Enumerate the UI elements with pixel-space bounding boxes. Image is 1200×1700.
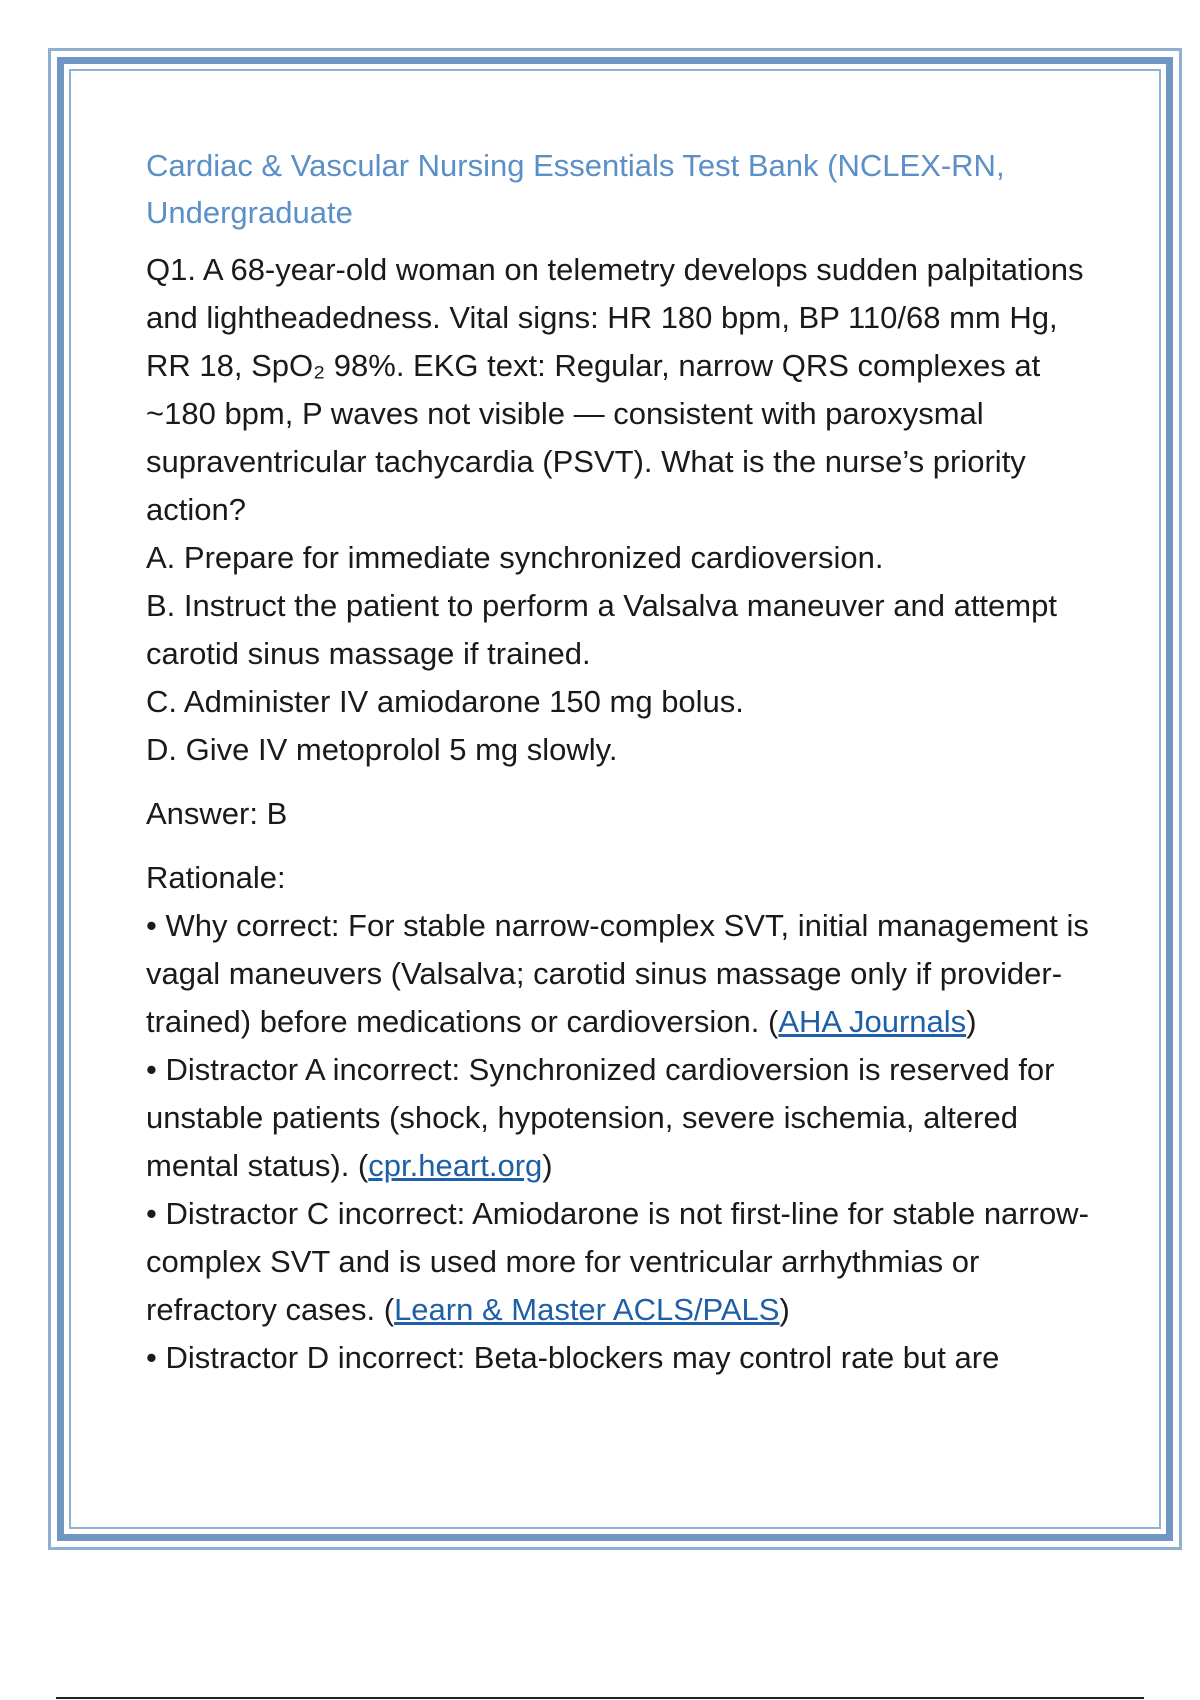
rationale-item-close: ): [542, 1148, 553, 1183]
reference-link-aha-journals[interactable]: AHA Journals: [778, 1004, 967, 1039]
rationale-item-distractor-c: [146, 1190, 1106, 1334]
rationale-item-text: • Distractor C incorrect: Amiodarone is not first-line for stable narrow-complex SVT and is used more for ventricular arrhythmias or refractory cases. (: [146, 1196, 1089, 1327]
document-title: Cardiac & Vascular Nursing Essentials Test Bank (NCLEX-RN, Undergraduate: [146, 148, 1005, 230]
reference-link-learn-master-acls[interactable]: Learn & Master ACLS/PALS: [394, 1292, 780, 1327]
option-d: D. Give IV metoprolol 5 mg slowly.: [146, 732, 618, 767]
document-content: [146, 142, 1106, 1398]
rationale-item-close: ): [966, 1004, 977, 1039]
option-c: C. Administer IV amiodarone 150 mg bolus.: [146, 684, 744, 719]
rationale-item-correct: [146, 902, 1106, 1046]
rationale-item-distractor-a: [146, 1046, 1106, 1190]
rationale-item-distractor-d: [146, 1334, 1106, 1382]
rationale-item-text: • Why correct: For stable narrow-complex SVT, initial management is vagal maneuvers (Valsalva; carotid sinus massage only if provider-trained) before medications or cardioversion. (: [146, 908, 1089, 1039]
option-b: B. Instruct the patient to perform a Valsalva maneuver and attempt carotid sinus massage if trained.: [146, 588, 1057, 671]
question-block: [146, 246, 1106, 774]
answer-block: [146, 790, 1106, 838]
reference-link-cpr-heart[interactable]: cpr.heart.org: [368, 1148, 543, 1183]
question-stem: Q1. A 68-year-old woman on telemetry develops sudden palpitations and lightheadedness. Vital signs: HR 180 bpm, BP 110/68 mm Hg, RR 18, SpO₂ 98%. EKG text: Regular, narrow QRS complexes at ~180 bpm, P waves not visible — consistent with paroxysmal supraventricular tachycardia (PSVT). What is the nurse’s priority action?: [146, 252, 1084, 527]
answer-text: Answer: B: [146, 796, 288, 831]
rationale-heading: Rationale:: [146, 860, 286, 895]
rationale-item-text: • Distractor D incorrect: Beta-blockers may control rate but are: [146, 1340, 1000, 1375]
rationale-block: [146, 854, 1106, 1382]
rationale-item-text: • Distractor A incorrect: Synchronized cardioversion is reserved for unstable patients (shock, hypotension, severe ischemia, altered mental status). (: [146, 1052, 1055, 1183]
page-bottom-rule: [56, 1697, 1144, 1699]
option-a: A. Prepare for immediate synchronized cardioversion.: [146, 540, 884, 575]
rationale-item-close: ): [779, 1292, 790, 1327]
